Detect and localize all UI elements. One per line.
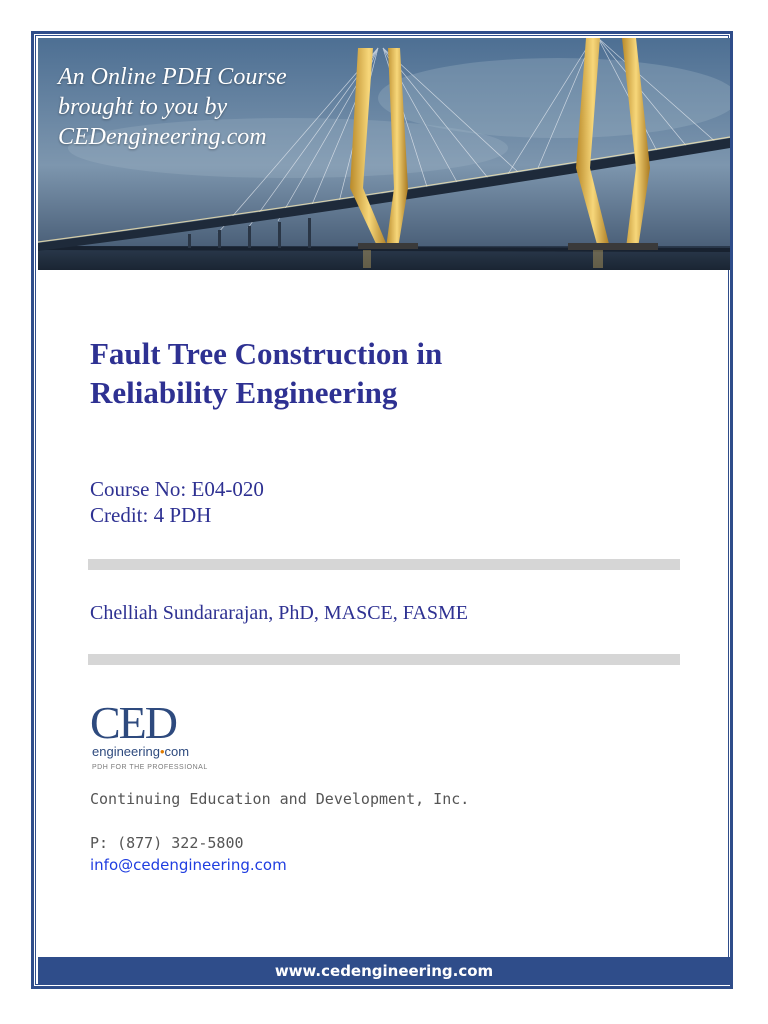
logo-subtitle <box>92 744 189 759</box>
divider-rule-top <box>88 559 680 570</box>
footer-url-bar: www.cedengineering.com <box>38 957 730 985</box>
bridge-banner-image <box>38 38 730 270</box>
author-name: Chelliah Sundararajan, PhD, MASCE, FASME <box>90 602 468 624</box>
company-name: Continuing Education and Development, Inc. <box>90 790 470 808</box>
course-title-line-2: Reliability Engineering <box>90 375 398 410</box>
course-info <box>90 476 264 528</box>
email-link[interactable]: info@cedengineering.com <box>90 856 287 874</box>
course-title <box>90 334 442 412</box>
course-title-line-1: Fault Tree Construction in <box>90 336 443 371</box>
banner-line-2: brought to you by <box>58 94 228 120</box>
banner-tagline <box>58 62 287 152</box>
phone-number: P: (877) 322-5800 <box>90 834 244 852</box>
course-credit: Credit: 4 PDH <box>90 503 212 527</box>
divider-rule-bottom <box>88 654 680 665</box>
logo-subtitle-main: engineering <box>92 744 160 759</box>
logo-mark: CED <box>90 697 176 748</box>
banner-line-1: An Online PDH Course <box>58 64 287 90</box>
course-number: Course No: E04-020 <box>90 477 264 501</box>
ced-logo <box>90 697 250 776</box>
logo-tagline: PDH FOR THE PROFESSIONAL <box>92 764 208 771</box>
logo-subtitle-dot: • <box>159 744 165 759</box>
logo-subtitle-end: com <box>164 744 190 759</box>
banner-line-3: CEDengineering.com <box>58 124 267 150</box>
